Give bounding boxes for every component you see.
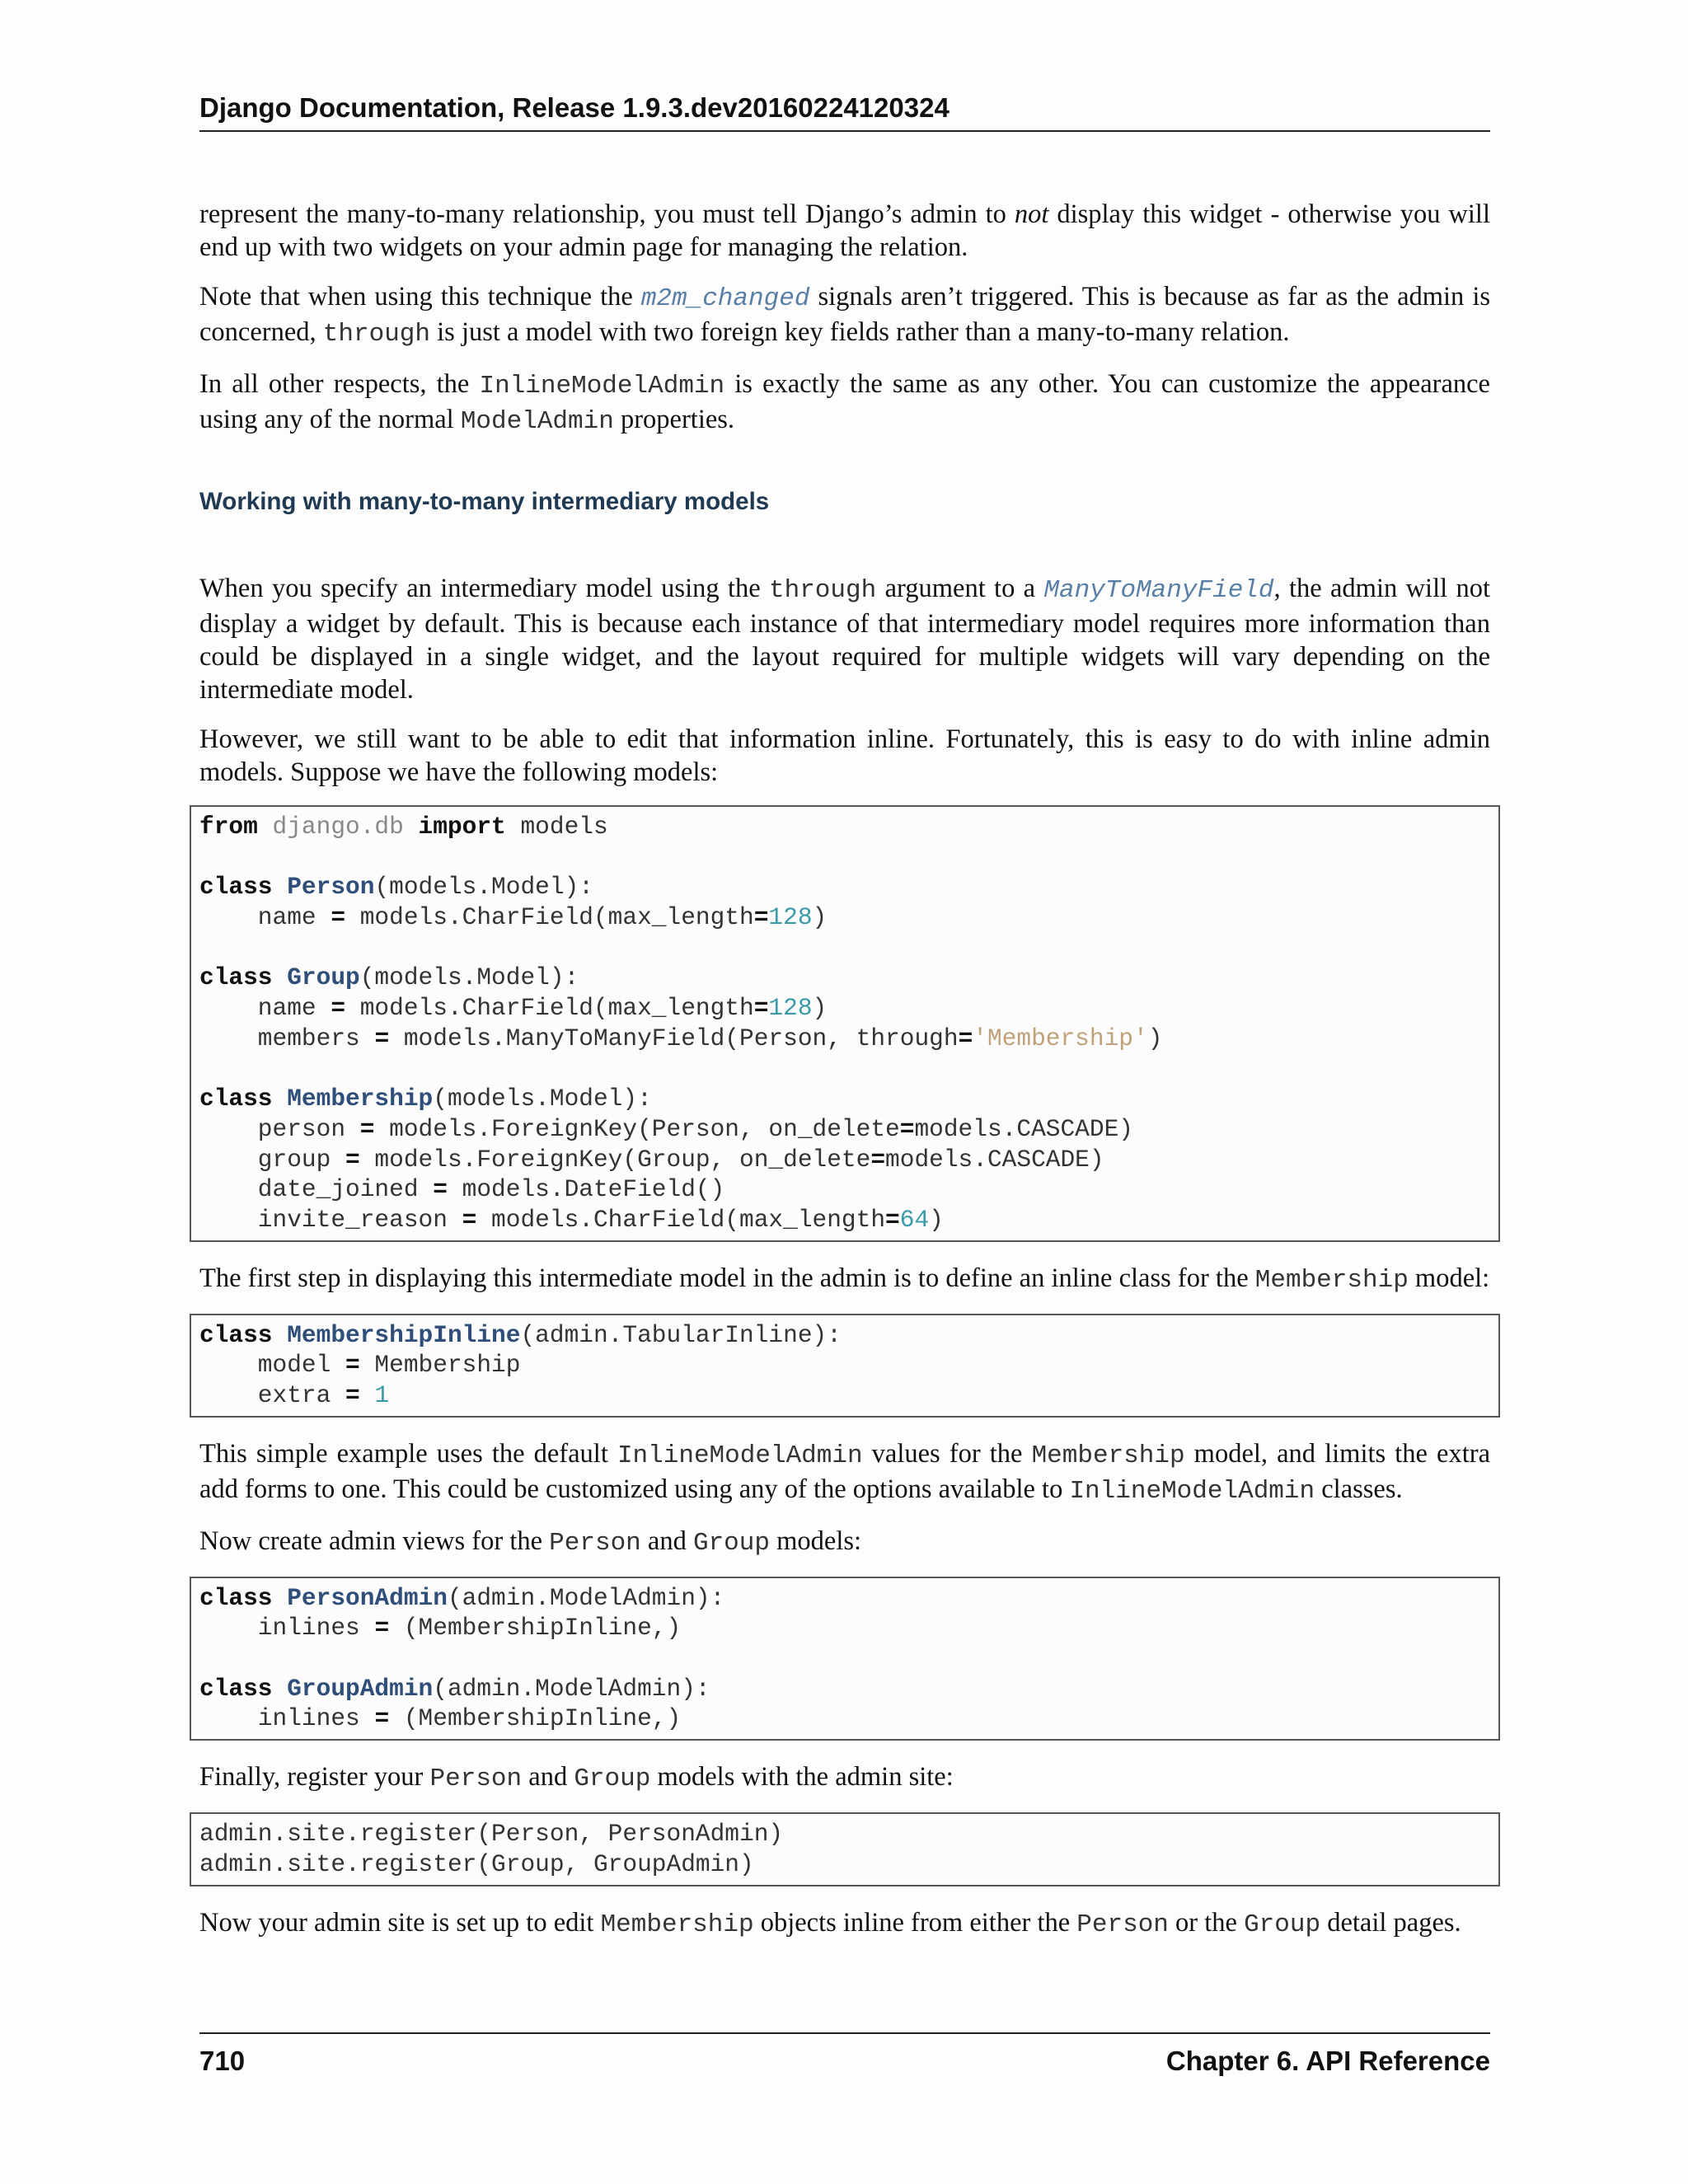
code-line: [199, 1054, 1490, 1085]
inline-code: through: [769, 576, 877, 605]
text-run: or the: [1168, 1907, 1245, 1938]
inline-code: Group: [574, 1765, 651, 1794]
inline-code: InlineModelAdmin: [1069, 1476, 1315, 1506]
text-run: model:: [1408, 1263, 1490, 1293]
text-run: This simple example uses the default: [199, 1438, 617, 1469]
code-line: [199, 842, 1490, 873]
text-run: When you specify an intermediary model using the: [199, 574, 769, 603]
text-run: Note that when using this technique the: [199, 282, 641, 312]
code-line: extra = 1: [199, 1381, 390, 1409]
code-line: name = models.CharField(max_length=128): [199, 994, 828, 1023]
text-run: signals aren’t triggered. This is because as far as the admin is concerned,: [199, 282, 1490, 347]
code-line: from django.db import models: [199, 813, 608, 841]
text-run: classes.: [1315, 1474, 1403, 1504]
inline-code: Person: [1076, 1910, 1169, 1939]
code-line: [199, 933, 1490, 963]
page-number: 710: [199, 2046, 246, 2076]
paragraph: [199, 572, 1490, 706]
text-run: and: [522, 1762, 574, 1793]
chapter-title: Chapter 6. API Reference: [1165, 2046, 1490, 2076]
running-header: Django Documentation, Release 1.9.3.dev20160224120324: [199, 92, 1490, 132]
inline-code: Person: [429, 1765, 523, 1794]
text-run: values for the: [862, 1438, 1032, 1469]
text-run: and: [640, 1526, 693, 1556]
text-run: is just a model with two foreign key fields rather than a many-to-many relation.: [430, 317, 1290, 347]
text-run: Finally, register your: [199, 1762, 430, 1793]
inline-code: Membership: [1254, 1265, 1409, 1295]
inline-code: InlineModelAdmin: [479, 372, 725, 401]
code-block-inline: [190, 1314, 1500, 1418]
code-line: [199, 1643, 1490, 1674]
inline-code: ModelAdmin: [460, 407, 614, 436]
code-line: class MembershipInline(admin.TabularInline):: [199, 1320, 842, 1349]
code-line: person = models.ForeignKey(Person, on_delete=models.CASCADE): [199, 1114, 1133, 1143]
paragraph: [199, 1437, 1490, 1508]
code-block-admin-classes: [190, 1577, 1500, 1741]
paragraph: [199, 1760, 1490, 1796]
paragraph: [199, 1525, 1490, 1560]
text-run: argument to a: [876, 574, 1044, 603]
paragraph: [199, 1262, 1490, 1297]
running-footer: [199, 2032, 1490, 2077]
text-run: is exactly the same as any other. You can customize the appearance using any of the normal: [199, 369, 1490, 434]
page-body: [199, 198, 1490, 1958]
code-line: model = Membership: [199, 1351, 521, 1380]
text-run: detail pages.: [1320, 1907, 1461, 1938]
text-run: objects inline from either the: [753, 1907, 1077, 1938]
inline-code: Group: [692, 1528, 770, 1558]
code-line: admin.site.register(Group, GroupAdmin): [199, 1849, 754, 1878]
text-run: , the admin will not display a widget by default. This is because each instance of that intermediary model requires more information than could be displayed in a single widget, and the layout required for multiple widgets will vary depending on the intermediate model.: [199, 574, 1491, 705]
code-block-models: [190, 805, 1500, 1242]
code-line: name = models.CharField(max_length=128): [199, 903, 828, 932]
text-run: properties.: [613, 405, 735, 434]
code-line: class GroupAdmin(admin.ModelAdmin):: [199, 1674, 710, 1703]
inline-code: Person: [549, 1528, 641, 1558]
text-run: model, and limits the extra add forms to one. This could be customized using any of the options available to: [199, 1438, 1490, 1504]
inline-code: InlineModelAdmin: [617, 1441, 863, 1470]
code-line: class Membership(models.Model):: [199, 1085, 652, 1113]
manytomanyfield-link[interactable]: ManyToManyField: [1043, 576, 1274, 605]
code-line: date_joined = models.DateField(): [199, 1175, 725, 1204]
code-line: class Group(models.Model):: [199, 963, 579, 992]
paragraph: [199, 198, 1490, 264]
code-line: class Person(models.Model):: [199, 873, 593, 902]
paragraph: [199, 1906, 1490, 1942]
text-run: Now create admin views for the: [199, 1526, 550, 1556]
code-line: invite_reason = models.CharField(max_length=64): [199, 1205, 944, 1234]
m2m-changed-link[interactable]: m2m_changed: [640, 284, 810, 313]
code-line: members = models.ManyToManyField(Person, through='Membership'): [199, 1024, 1163, 1052]
code-line: group = models.ForeignKey(Group, on_delete=models.CASCADE): [199, 1145, 1104, 1174]
emphasis: not: [1014, 199, 1049, 229]
text-run: models with the admin site:: [650, 1762, 954, 1793]
inline-code: Group: [1244, 1910, 1321, 1939]
text-run: Now your admin site is set up to edit: [199, 1907, 601, 1938]
inline-code: Membership: [1031, 1441, 1185, 1470]
inline-code: Membership: [600, 1910, 754, 1939]
paragraph: [199, 280, 1490, 351]
paragraph: However, we still want to be able to edit that information inline. Fortunately, this is easy to do with inline admin models. Suppose we have the following models:: [199, 724, 1490, 787]
text-run: In all other respects, the: [199, 369, 480, 399]
text-run: models:: [769, 1526, 862, 1556]
code-line: inlines = (MembershipInline,): [199, 1614, 682, 1643]
paragraph: [199, 368, 1490, 438]
code-block-register: [190, 1812, 1500, 1886]
text-run: The first step in displaying this intermediate model in the admin is to define an inline class for the: [199, 1263, 1255, 1293]
code-line: admin.site.register(Person, PersonAdmin): [199, 1820, 784, 1849]
text-run: represent the many-to-many relationship, you must tell Django’s admin to: [199, 199, 1015, 229]
code-line: inlines = (MembershipInline,): [199, 1704, 682, 1733]
text-run: display this widget - otherwise you will end up with two widgets on your admin page for managing the relation.: [199, 199, 1490, 262]
section-heading: Working with many-to-many intermediary models: [199, 488, 770, 515]
inline-code: through: [322, 320, 431, 349]
code-line: class PersonAdmin(admin.ModelAdmin):: [199, 1583, 725, 1612]
